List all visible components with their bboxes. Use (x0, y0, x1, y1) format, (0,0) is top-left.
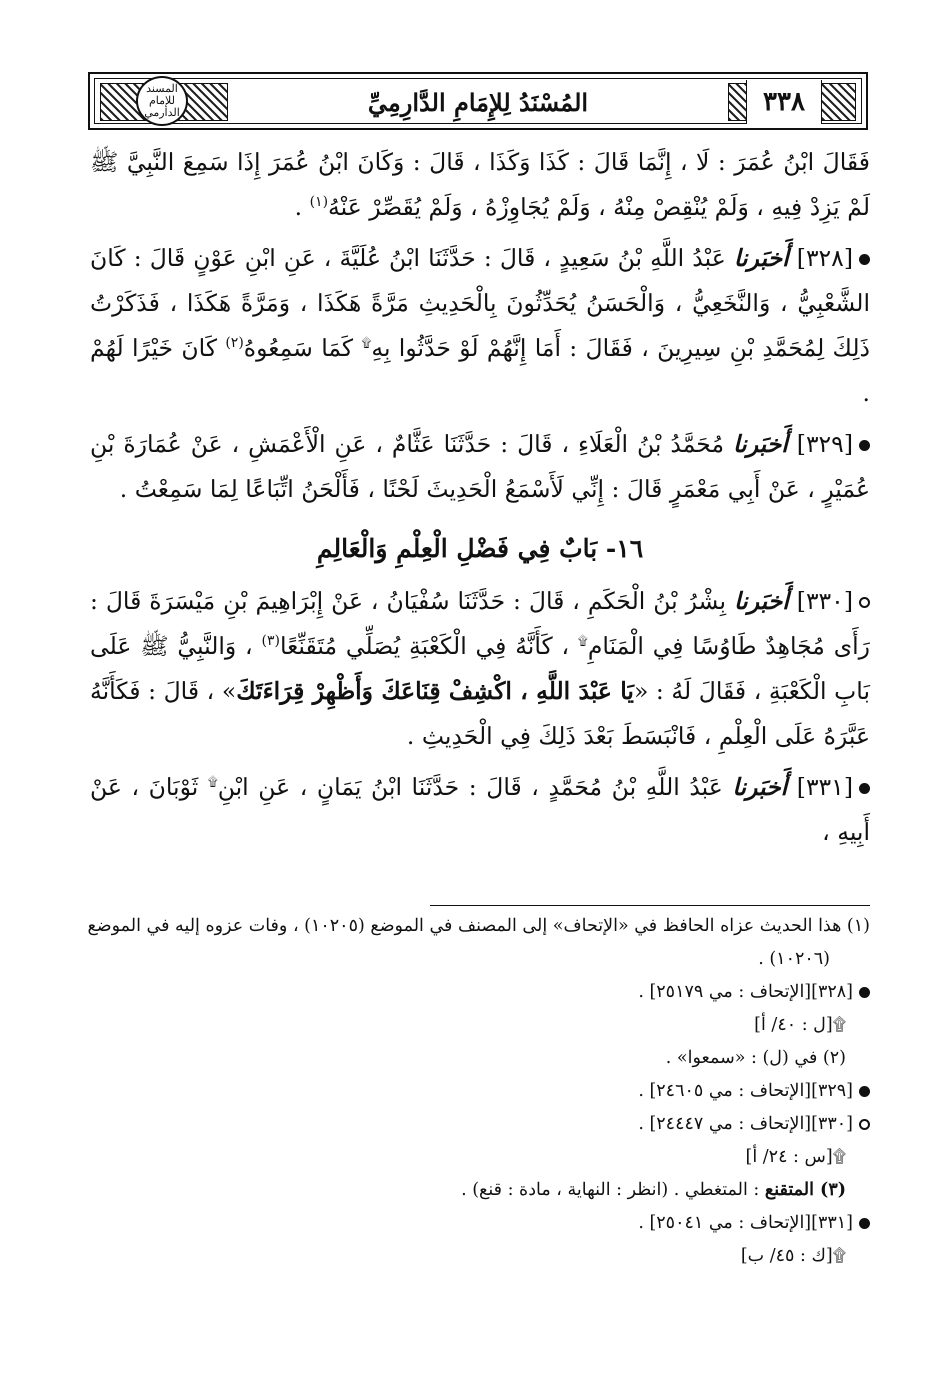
running-title: المُسْنَدُ لِلإِمَامِ الدَّارِمِيِّ (367, 87, 589, 117)
akhbarana-label: أَخبَرنا (732, 773, 788, 801)
hadith-text: » ، قَالَ : فَكَأَنَّهُ عَبَّرَهُ عَلَى الْعِلْمِ ، فَانْبَسَطَ بَعْدَ ذَلِكَ فِي الْحَدِيثِ . (90, 677, 870, 750)
hadith-text: كَمَا سَمِعُوهُ (243, 334, 362, 362)
reference-text: [٣٣٠][الإتحاف : مي ٢٤٤٤٧] . (638, 1114, 853, 1134)
footnote-term: (٣) المتقنع (764, 1180, 846, 1200)
reference-331 (90, 1207, 870, 1240)
filled-bullet-icon (859, 254, 870, 265)
hadith-text: كَانَ خَيْرًا لَهُمْ . (90, 334, 870, 407)
footnote-2: (٢) في (ل) : «سمعوا» . (665, 1048, 846, 1068)
book-seal-emblem (136, 76, 188, 126)
hadith-number: [٣٢٨] (796, 244, 853, 272)
hadith-329 (90, 422, 870, 512)
reference-text: [٣٣١][الإتحاف : مي ٢٥٠٤١] . (638, 1213, 853, 1233)
reference-328 (90, 976, 870, 1009)
hadith-text: ثَوْبَانَ ، عَنْ أَبِيهِ ، (90, 773, 870, 846)
footnote-ref-2: (٢) (225, 335, 244, 352)
page-header (88, 72, 868, 130)
page-number: ٣٣٨ (746, 80, 822, 124)
filled-bullet-icon (859, 783, 870, 794)
manuscript-star-icon: ۩ (361, 336, 372, 352)
reference-329 (90, 1075, 870, 1108)
hadith-text: ، كَأَنَّهُ فِي الْكَعْبَةِ يُصَلِّي مُتَقَنِّعًا (279, 632, 578, 660)
hadith-number: [٣٣٠] (796, 587, 853, 615)
footnote-divider (430, 905, 870, 906)
hadith-text: ، وَالنَّبِيُّ ﷺ عَلَى بَابِ الْكَعْبَةِ ، فَقَالَ لَهُ : « (90, 632, 870, 705)
seal-text: المسند للإمام الدارمي (144, 81, 180, 120)
prophetic-quote: يَا عَبْدَ اللَّهِ ، اكْشِفْ قِنَاعَكَ وَأَظْهِرْ قِرَاءَتَكَ (236, 677, 634, 705)
hadith-number: [٣٢٩] (796, 430, 853, 458)
manuscript-folio-328: ۩[ل : ٤٠/ أ] (754, 1015, 846, 1035)
footnote-1-cont: (١٠٢٠٦) . (758, 949, 830, 969)
hadith-330 (90, 579, 870, 759)
hadith-number: [٣٣١] (796, 773, 853, 801)
akhbarana-label: أَخبَرنا (733, 430, 788, 458)
hadith-331 (90, 765, 870, 855)
hadith-text: بِشْرُ بْنُ الْحَكَمِ ، قَالَ : حَدَّثَنَا سُفْيَانُ ، عَنْ إِبْرَاهِيمَ بْنِ مَيْسَرَةَ قَالَ : رَأَى مُجَاهِدٌ طَاوُسًا فِي الْمَنَامِ (90, 587, 870, 660)
akhbarana-label: أَخبَرنا (733, 244, 789, 272)
footnote-3 (90, 1174, 870, 1207)
hadith-328 (90, 236, 870, 416)
filled-bullet-icon (859, 1218, 870, 1229)
chapter-heading: ١٦- بَابٌ فِي فَضْلِ الْعِلْمِ وَالْعَالِمِ (316, 534, 644, 563)
footnote-definition: : المتغطي . (انظر : النهاية ، مادة : قنع) . (461, 1180, 765, 1200)
main-text (90, 140, 870, 861)
manuscript-folio-331: ۩[ك : ٤٥/ ب] (740, 1246, 846, 1266)
footnotes (87, 910, 870, 1273)
hadith-text: مُحَمَّدُ بْنُ الْعَلَاءِ ، قَالَ : حَدَّثَنَا عَثَّامٌ ، عَنِ الْأَعْمَشِ ، عَنْ عُمَارَةَ بْنِ عُمَيْرٍ ، عَنْ أَبِي مَعْمَرٍ قَالَ : إِنِّي لَأَسْمَعُ الْحَدِيثَ لَحْنًا ، فَأَلْحَنُ اتِّبَاعًا لِمَا سَمِعْتُ . (90, 430, 870, 503)
paragraph-end: . (294, 193, 310, 221)
reference-text: [٣٢٨][الإتحاف : مي ٢٥١٧٩] . (638, 982, 853, 1002)
hadith-text: عَبْدُ اللَّهِ بْنُ سَعِيدٍ ، قَالَ : حَدَّثَنَا ابْنُ عُلَيَّةَ ، عَنِ ابْنِ عَوْنٍ قَالَ : كَانَ الشَّعْبِيُّ ، وَالنَّخَعِيُّ ، وَالْحَسَنُ يُحَدِّثُونَ بِالْحَدِيثِ مَرَّةً هَكَذَا ، وَمَرَّةً هَكَذَا ، فَذَكَرْتُ ذَلِكَ لِمُحَمَّدِ بْنِ سِيرِينَ ، فَقَالَ : أَمَا إِنَّهُمْ لَوْ حَدَّثُوا بِهِ (90, 244, 870, 362)
manuscript-star-icon: ۩ (207, 775, 218, 791)
hollow-bullet-icon (859, 1119, 870, 1130)
manuscript-star-icon: ۩ (577, 634, 588, 650)
paragraph-text: فَقَالَ ابْنُ عُمَرَ : لَا ، إِنَّمَا قَالَ : كَذَا وَكَذَا ، قَالَ : وَكَانَ ابْنُ عُمَرَ إِذَا سَمِعَ النَّبِيَّ ﷺ لَمْ يَزِدْ فِيهِ ، وَلَمْ يُنْقِصْ مِنْهُ ، وَلَمْ يُجَاوِزْهُ ، وَلَمْ يُقَصِّرْ عَنْهُ (90, 148, 870, 221)
filled-bullet-icon (859, 1086, 870, 1097)
filled-bullet-icon (859, 987, 870, 998)
reference-330 (90, 1108, 870, 1141)
filled-bullet-icon (859, 440, 870, 451)
footnote-ref-3: (٣) (261, 633, 280, 650)
hollow-bullet-icon (859, 597, 870, 608)
paragraph-continuation (90, 140, 870, 230)
footnote-ref-1: (١) (309, 194, 329, 211)
reference-text: [٣٢٩][الإتحاف : مي ٢٤٦٠٥] . (638, 1081, 853, 1101)
akhbarana-label: أَخبَرنا (734, 587, 789, 615)
manuscript-folio-330: ۩[س : ٢٤/ أ] (745, 1147, 846, 1167)
footnote-1: (١) هذا الحديث عزاه الحافظ في «الإتحاف» إلى المصنف في الموضع (١٠٢٠٥) ، وفات عزوه إليه في الموضع (87, 916, 870, 936)
hadith-text: عَبْدُ اللَّهِ بْنُ مُحَمَّدٍ ، قَالَ : حَدَّثَنَا ابْنُ يَمَانٍ ، عَنِ ابْنِ (217, 773, 723, 801)
